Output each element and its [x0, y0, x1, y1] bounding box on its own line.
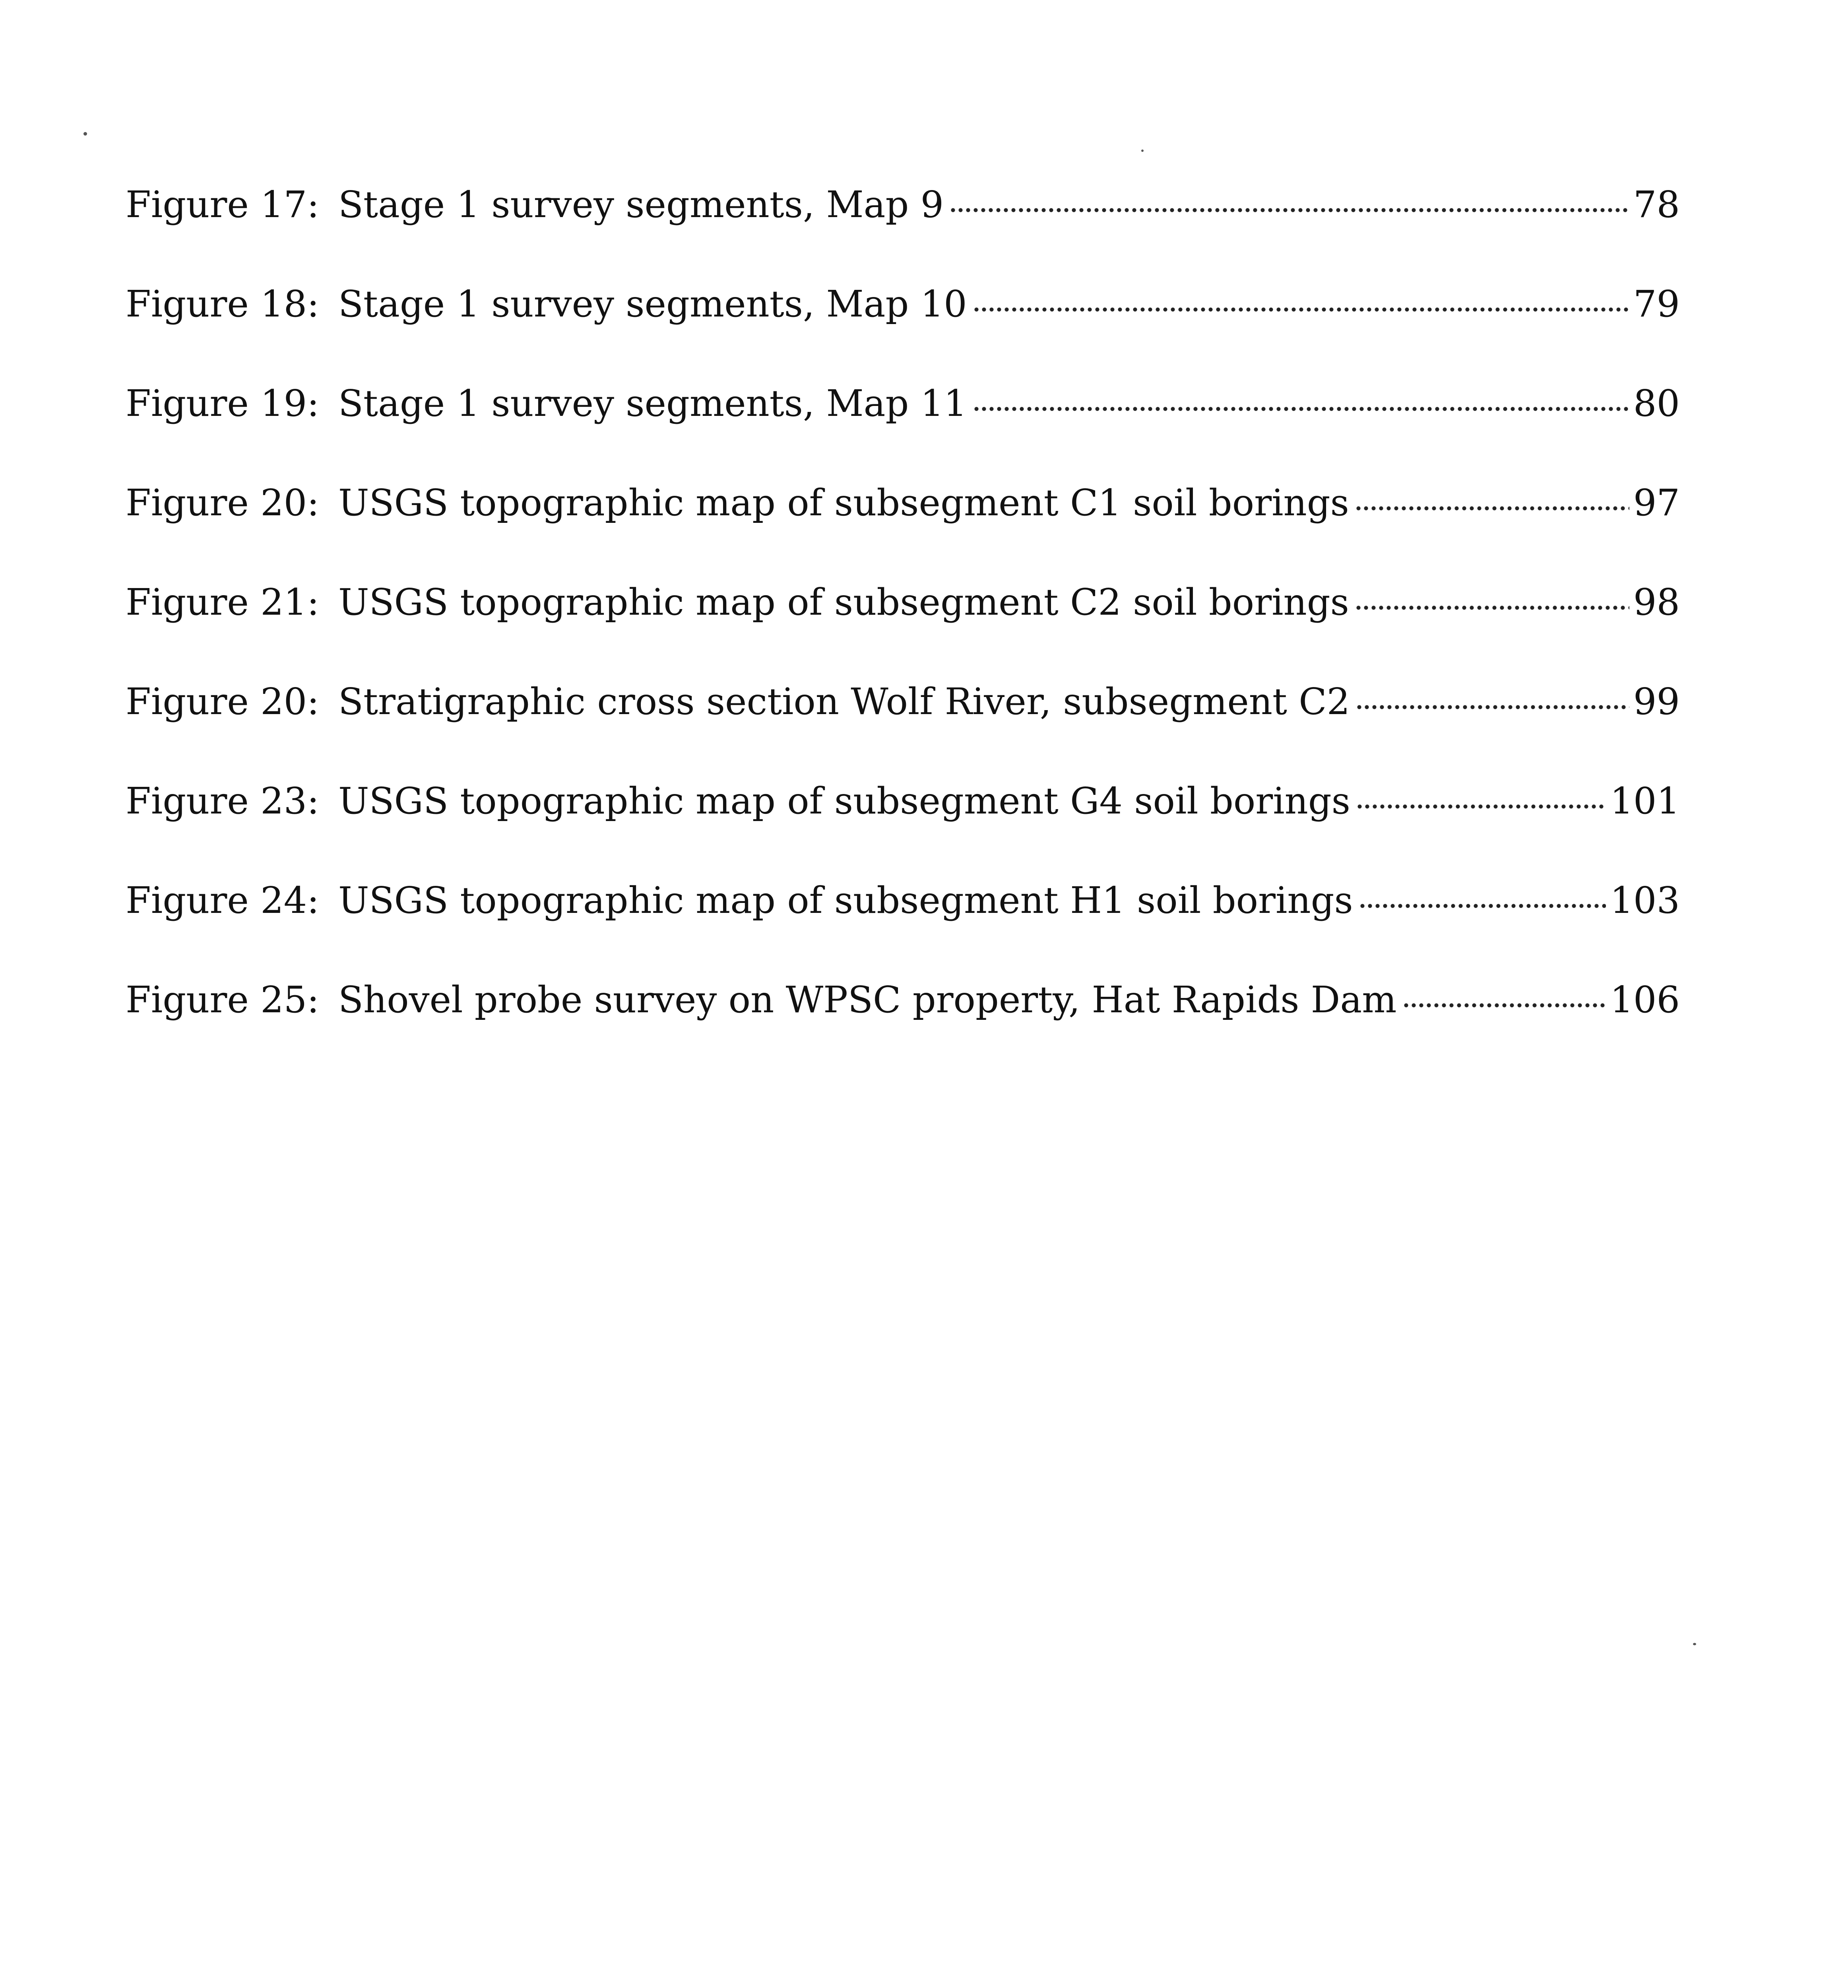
- page-number: 80: [1633, 382, 1680, 425]
- dot-leader: [1402, 985, 1606, 1009]
- toc-entry[interactable]: [126, 479, 1680, 579]
- figure-label: Figure 21:: [126, 581, 320, 623]
- dot-leader: [1359, 886, 1606, 910]
- figure-label: Figure 18:: [126, 283, 320, 325]
- toc-entry[interactable]: [126, 280, 1680, 380]
- page-number: 106: [1610, 978, 1680, 1021]
- figure-title: USGS topographic map of subsegment C2 soil borings: [338, 581, 1349, 623]
- toc-entry[interactable]: [126, 579, 1680, 678]
- figure-title: USGS topographic map of subsegment G4 soil borings: [338, 780, 1350, 822]
- scan-speck: [1141, 149, 1144, 152]
- figure-title: USGS topographic map of subsegment C1 soil borings: [338, 481, 1349, 524]
- dot-leader: [949, 190, 1629, 214]
- figure-title: Stage 1 survey segments, Map 9: [338, 183, 944, 226]
- figure-label: Figure 23:: [126, 780, 320, 822]
- page-number: 101: [1610, 780, 1680, 822]
- figure-label: Figure 24:: [126, 879, 320, 922]
- dot-leader: [1356, 786, 1606, 810]
- toc-entry[interactable]: [126, 380, 1680, 479]
- page-number: 78: [1633, 183, 1680, 226]
- dot-leader: [973, 289, 1629, 313]
- figure-label: Figure 17:: [126, 183, 320, 226]
- figure-title: Stage 1 survey segments, Map 11: [338, 382, 967, 425]
- figure-label: Figure 20:: [126, 680, 320, 723]
- figure-label: Figure 20:: [126, 481, 320, 524]
- toc-entry[interactable]: [126, 777, 1680, 877]
- list-of-figures: [126, 181, 1680, 1076]
- scan-speck: [83, 132, 87, 136]
- figure-title: Stage 1 survey segments, Map 10: [338, 283, 967, 325]
- dot-leader: [973, 389, 1629, 413]
- figure-title: USGS topographic map of subsegment H1 soil borings: [338, 879, 1353, 922]
- figure-title: Stratigraphic cross section Wolf River, subsegment C2: [338, 680, 1350, 723]
- page-number: 79: [1633, 283, 1680, 325]
- toc-entry[interactable]: [126, 678, 1680, 777]
- figure-label: Figure 25:: [126, 978, 320, 1021]
- dot-leader: [1355, 488, 1629, 512]
- page-number: 99: [1633, 680, 1680, 723]
- dot-leader: [1355, 588, 1629, 612]
- toc-entry[interactable]: [126, 181, 1680, 280]
- page-number: 97: [1633, 481, 1680, 524]
- figure-label: Figure 19:: [126, 382, 320, 425]
- page-number: 103: [1610, 879, 1680, 922]
- toc-entry[interactable]: [126, 976, 1680, 1076]
- scan-speck: [1693, 1643, 1696, 1645]
- dot-leader: [1355, 687, 1629, 711]
- figure-title: Shovel probe survey on WPSC property, Hat Rapids Dam: [338, 978, 1397, 1021]
- page-number: 98: [1633, 581, 1680, 623]
- toc-entry[interactable]: [126, 877, 1680, 976]
